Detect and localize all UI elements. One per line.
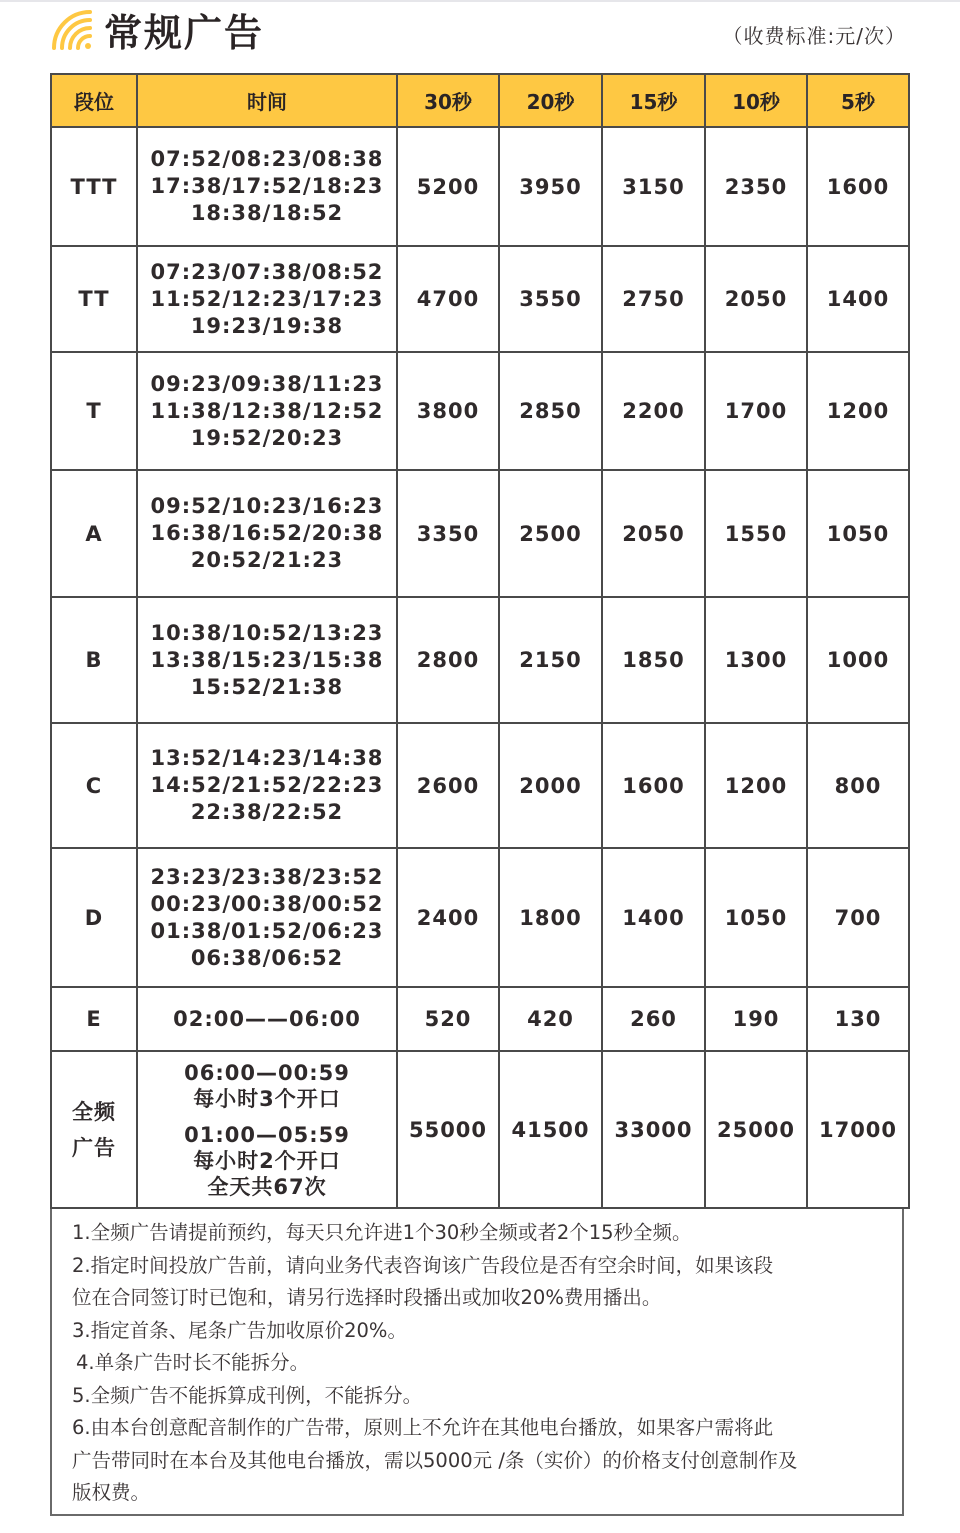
price-30s: 55000 <box>397 1051 499 1208</box>
price-5s: 1400 <box>807 246 909 352</box>
time-cell <box>137 246 397 352</box>
note-line: 1.全频广告请提前预约，每天只允许进1个30秒全频或者2个15秒全频。 <box>72 1221 692 1244</box>
segment-cell: D <box>51 848 137 987</box>
column-header-10s: 10秒 <box>705 74 807 127</box>
segment-cell: TTT <box>51 127 137 246</box>
price-10s: 1550 <box>705 470 807 597</box>
price-5s: 1200 <box>807 352 909 470</box>
time-line: 18:38/18:52 <box>190 201 344 225</box>
block2-desc: 每小时2个开口 <box>193 1148 341 1173</box>
price-10s: 190 <box>705 987 807 1051</box>
block1-time: 06:00—00:59 <box>184 1060 350 1085</box>
time-line: 15:52/21:38 <box>190 674 344 699</box>
price-10s: 2350 <box>705 127 807 246</box>
time-line: 01:38/01:52/06:23 <box>150 918 384 943</box>
price-20s: 2500 <box>499 470 602 597</box>
title-text: 常规广告 <box>104 10 265 55</box>
time-cell <box>137 848 397 987</box>
column-header-15s: 15秒 <box>602 74 705 127</box>
segment-label-line: 广告 <box>72 1135 116 1160</box>
note-line: 5.全频广告不能拆算成刊例，不能拆分。 <box>72 1383 423 1407</box>
price-30s: 3800 <box>397 352 499 470</box>
time-cell <box>137 352 397 470</box>
price-10s: 1050 <box>705 848 807 987</box>
notes-box <box>50 1209 904 1516</box>
time-line: 19:52/20:23 <box>190 425 344 450</box>
price-10s: 1700 <box>705 352 807 470</box>
price-15s: 1850 <box>602 597 705 723</box>
time-line: 23:23/23:38/23:52 <box>150 864 384 889</box>
price-15s: 3150 <box>602 127 705 246</box>
table-row <box>51 848 909 987</box>
price-5s: 1050 <box>807 470 909 597</box>
block2-time: 01:00—05:59 <box>184 1122 350 1147</box>
price-20s: 3950 <box>499 127 602 246</box>
time-line: 07:23/07:38/08:52 <box>150 259 384 284</box>
time-line: 22:38/22:52 <box>190 800 344 824</box>
segment-cell: TT <box>51 246 137 352</box>
column-header-5s: 5秒 <box>807 74 909 127</box>
price-20s: 2150 <box>499 597 602 723</box>
time-line: 00:23/00:38/00:52 <box>150 891 384 916</box>
table-row-full-frequency <box>51 1051 909 1208</box>
price-30s: 5200 <box>397 127 499 246</box>
time-line: 09:23/09:38/11:23 <box>150 371 384 396</box>
price-10s: 1200 <box>705 723 807 848</box>
time-line: 13:52/14:23/14:38 <box>150 746 384 770</box>
time-line: 07:52/08:23/08:38 <box>150 147 384 171</box>
price-5s: 130 <box>807 987 909 1051</box>
unit-note: （收费标准:元/次） <box>722 24 906 48</box>
price-5s: 700 <box>807 848 909 987</box>
price-30s: 2400 <box>397 848 499 987</box>
segment-cell: A <box>51 470 137 597</box>
rate-table <box>50 73 910 1209</box>
price-20s: 1800 <box>499 848 602 987</box>
time-cell <box>137 597 397 723</box>
price-5s: 1000 <box>807 597 909 723</box>
price-30s: 4700 <box>397 246 499 352</box>
note-line: 4.单条广告时长不能拆分。 <box>76 1351 310 1374</box>
price-20s: 41500 <box>499 1051 602 1208</box>
note-line: 广告带同时在本台及其他电台播放，需以5000元 /条（实价）的价格支付创意制作及 <box>72 1448 798 1472</box>
time-cell <box>137 470 397 597</box>
price-30s: 3350 <box>397 470 499 597</box>
column-header-segment: 段位 <box>51 74 137 127</box>
table-row <box>51 987 909 1051</box>
price-15s: 1400 <box>602 848 705 987</box>
price-15s: 2200 <box>602 352 705 470</box>
time-line: 13:38/15:23/15:38 <box>150 647 384 672</box>
price-20s: 3550 <box>499 246 602 352</box>
column-header-time: 时间 <box>137 74 397 127</box>
note-line: 3.指定首条、尾条广告加收原价20%。 <box>72 1318 407 1342</box>
segment-label-line: 全频 <box>72 1099 116 1124</box>
time-line: 17:38/17:52/18:23 <box>150 174 384 198</box>
table-header-row <box>51 74 909 127</box>
page-title <box>50 4 264 54</box>
table-row <box>51 246 909 352</box>
table-row <box>51 127 909 246</box>
column-header-30s: 30秒 <box>397 74 499 127</box>
price-20s: 420 <box>499 987 602 1051</box>
note-line: 6.由本台创意配音制作的广告带，原则上不允许在其他电台播放，如果客户需将此 <box>72 1416 774 1439</box>
segment-cell: B <box>51 597 137 723</box>
segment-cell-full-frequency <box>51 1051 137 1208</box>
segment-cell: T <box>51 352 137 470</box>
price-10s: 1300 <box>705 597 807 723</box>
time-line: 11:38/12:38/12:52 <box>150 398 384 423</box>
table-row <box>51 470 909 597</box>
time-line: 14:52/21:52/22:23 <box>150 773 384 797</box>
time-line: 19:23/19:38 <box>190 313 344 338</box>
note-line: 版权费。 <box>72 1481 151 1504</box>
block1-desc: 每小时3个开口 <box>193 1086 341 1111</box>
segment-cell: C <box>51 723 137 848</box>
price-10s: 25000 <box>705 1051 807 1208</box>
price-30s: 2600 <box>397 723 499 848</box>
price-15s: 260 <box>602 987 705 1051</box>
price-5s: 800 <box>807 723 909 848</box>
price-15s: 33000 <box>602 1051 705 1208</box>
time-cell <box>137 987 397 1051</box>
table-row <box>51 723 909 848</box>
price-20s: 2850 <box>499 352 602 470</box>
column-header-20s: 20秒 <box>499 74 602 127</box>
note-line: 位在合同签订时已饱和，请另行选择时段播出或加收20%费用播出。 <box>72 1286 662 1309</box>
price-5s: 1600 <box>807 127 909 246</box>
table-row <box>51 597 909 723</box>
time-line: 11:52/12:23/17:23 <box>150 286 384 311</box>
note-line: 2.指定时间投放广告前，请向业务代表咨询该广告段位是否有空余时间，如果该段 <box>72 1253 774 1277</box>
price-20s: 2000 <box>499 723 602 848</box>
price-10s: 2050 <box>705 246 807 352</box>
time-cell-full-frequency <box>137 1051 397 1208</box>
time-line: 02:00——06:00 <box>173 1006 361 1031</box>
table-row <box>51 352 909 470</box>
price-15s: 2050 <box>602 470 705 597</box>
time-line: 10:38/10:52/13:23 <box>150 620 384 645</box>
price-15s: 1600 <box>602 723 705 848</box>
time-cell <box>137 127 397 246</box>
time-line: 20:52/21:23 <box>190 548 344 572</box>
time-line: 16:38/16:52/20:38 <box>150 521 384 545</box>
price-30s: 2800 <box>397 597 499 723</box>
price-15s: 2750 <box>602 246 705 352</box>
daily-total: 全天共67次 <box>207 1174 327 1199</box>
segment-cell: E <box>51 987 137 1051</box>
time-line: 06:38/06:52 <box>190 945 344 970</box>
price-30s: 520 <box>397 987 499 1051</box>
price-5s: 17000 <box>807 1051 909 1208</box>
time-cell <box>137 723 397 848</box>
time-line: 09:52/10:23/16:23 <box>150 494 384 518</box>
signal-waves-icon <box>50 8 92 50</box>
